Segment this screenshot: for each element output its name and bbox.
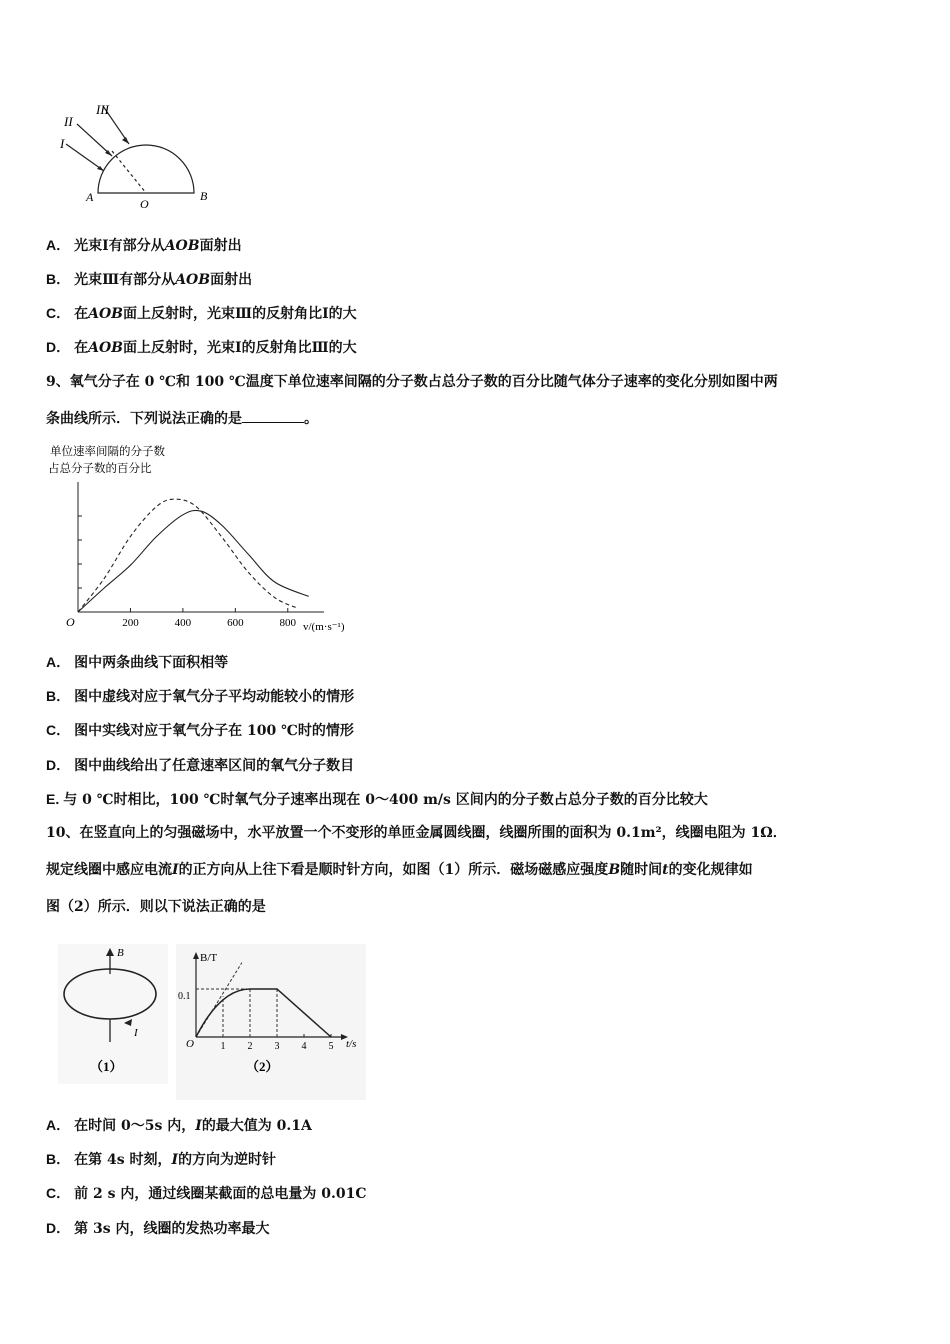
q9-option-b: B． 图中虚线对应于氧气分子平均动能较小的情形 (46, 688, 355, 705)
coil-i-label: I (134, 1027, 138, 1039)
bt-x-axis-label: t/s (346, 1038, 357, 1050)
b-t-graph (176, 944, 366, 1100)
answer-blank (242, 408, 304, 423)
chart-x-tick-label: 800 (279, 617, 297, 629)
q9-option-a: A． 图中两条曲线下面积相等 (46, 654, 229, 671)
coil-figure (58, 944, 168, 1084)
label-o: O (140, 197, 149, 211)
q9-stem-line2: 条曲线所示．下列说法正确的是 。 (46, 408, 318, 430)
bt-y-axis-label: B/T (200, 952, 218, 964)
bt-x-tick-label: 5 (328, 1041, 334, 1052)
caption-2: （2） (246, 1059, 279, 1074)
label-iii: III (96, 102, 109, 117)
chart-ylabel-line2: 占总分子数的百分比 (48, 463, 152, 475)
refracted-ray (112, 151, 146, 193)
bt-x-tick-label: 1 (220, 1041, 226, 1052)
ray-ii (77, 124, 112, 156)
chart-x-tick-label: 200 (122, 617, 139, 629)
bt-x-tick-label: 3 (274, 1041, 280, 1052)
chart-xlabel: v/(m·s⁻¹) (303, 621, 345, 633)
chart-x-tick-label: 400 (174, 617, 192, 629)
q10-stem-line1: 10、在竖直向上的匀强磁场中，水平放置一个不变形的单匝金属圆线圈，线圈所围的面积为 0.1m²，线圈电阻为 1Ω． (46, 825, 787, 841)
label-a: A (86, 190, 94, 204)
q10-option-a: A． 在时间 0～5s 内，I的最大值为 0.1A (46, 1117, 312, 1134)
q8-option-c: C． 在AOB面上反射时，光束Ⅲ的反射角比Ⅰ的大 (46, 305, 357, 322)
bt-x-tick-label: 2 (247, 1041, 253, 1052)
chart-ylabel-line1: 单位速率间隔的分子数 (50, 446, 165, 458)
q8-option-b: B． 光束Ⅲ有部分从AOB面射出 (46, 271, 253, 288)
chart-x-tick-label: 600 (227, 617, 244, 629)
q9-option-d: D． 图中曲线给出了任意速率区间的氧气分子数目 (46, 757, 355, 774)
label-ii: II (64, 114, 73, 129)
coil-b-label: B (117, 947, 124, 959)
label-i: I (60, 136, 65, 151)
ray-i (66, 144, 104, 171)
q10-option-d: D． 第 3s 内，线圈的发热功率最大 (46, 1220, 270, 1237)
q8-option-a: A． 光束Ⅰ有部分从AOB面射出 (46, 237, 242, 254)
q10-option-c: C． 前 2 s 内，通过线圈某截面的总电量为 0.01C (46, 1185, 367, 1202)
q9-option-c: C． 图中实线对应于氧气分子在 100 ℃时的情形 (46, 722, 354, 739)
caption-1: （1） (90, 1059, 123, 1074)
bt-origin: O (186, 1038, 194, 1050)
bt-y-tick: 0.1 (178, 991, 191, 1002)
chart-series-dashed (78, 499, 298, 612)
semicircle-figure (44, 96, 224, 211)
arrowhead-iii (122, 137, 129, 144)
speed-distribution-chart (44, 442, 364, 636)
q8-option-d: D． 在AOB面上反射时，光束Ⅰ的反射角比Ⅲ的大 (46, 339, 357, 356)
bt-x-tick-label: 4 (301, 1041, 307, 1052)
q9-option-e: E. 与 0 ℃时相比，100 ℃时氧气分子速率出现在 0～400 m/s 区间内的分子数占总分子数的百分比较大 (46, 791, 708, 808)
q10-stem-line2: 规定线圈中感应电流I的正方向从上往下看是顺时针方向，如图（1）所示．磁场磁感应强度B随时间t的变化规律如 (46, 862, 753, 878)
q9-stem-line1: 9、氧气分子在 0 ℃和 100 ℃温度下单位速率间隔的分子数占总分子数的百分比随气体分子速率的变化分别如图中两 (46, 374, 778, 390)
label-b: B (200, 189, 208, 203)
q10-stem-line3: 图（2）所示．则以下说法正确的是 (46, 899, 266, 915)
q10-option-b: B． 在第 4s 时刻，I的方向为逆时针 (46, 1151, 277, 1168)
chart-origin-label: O (66, 615, 75, 629)
